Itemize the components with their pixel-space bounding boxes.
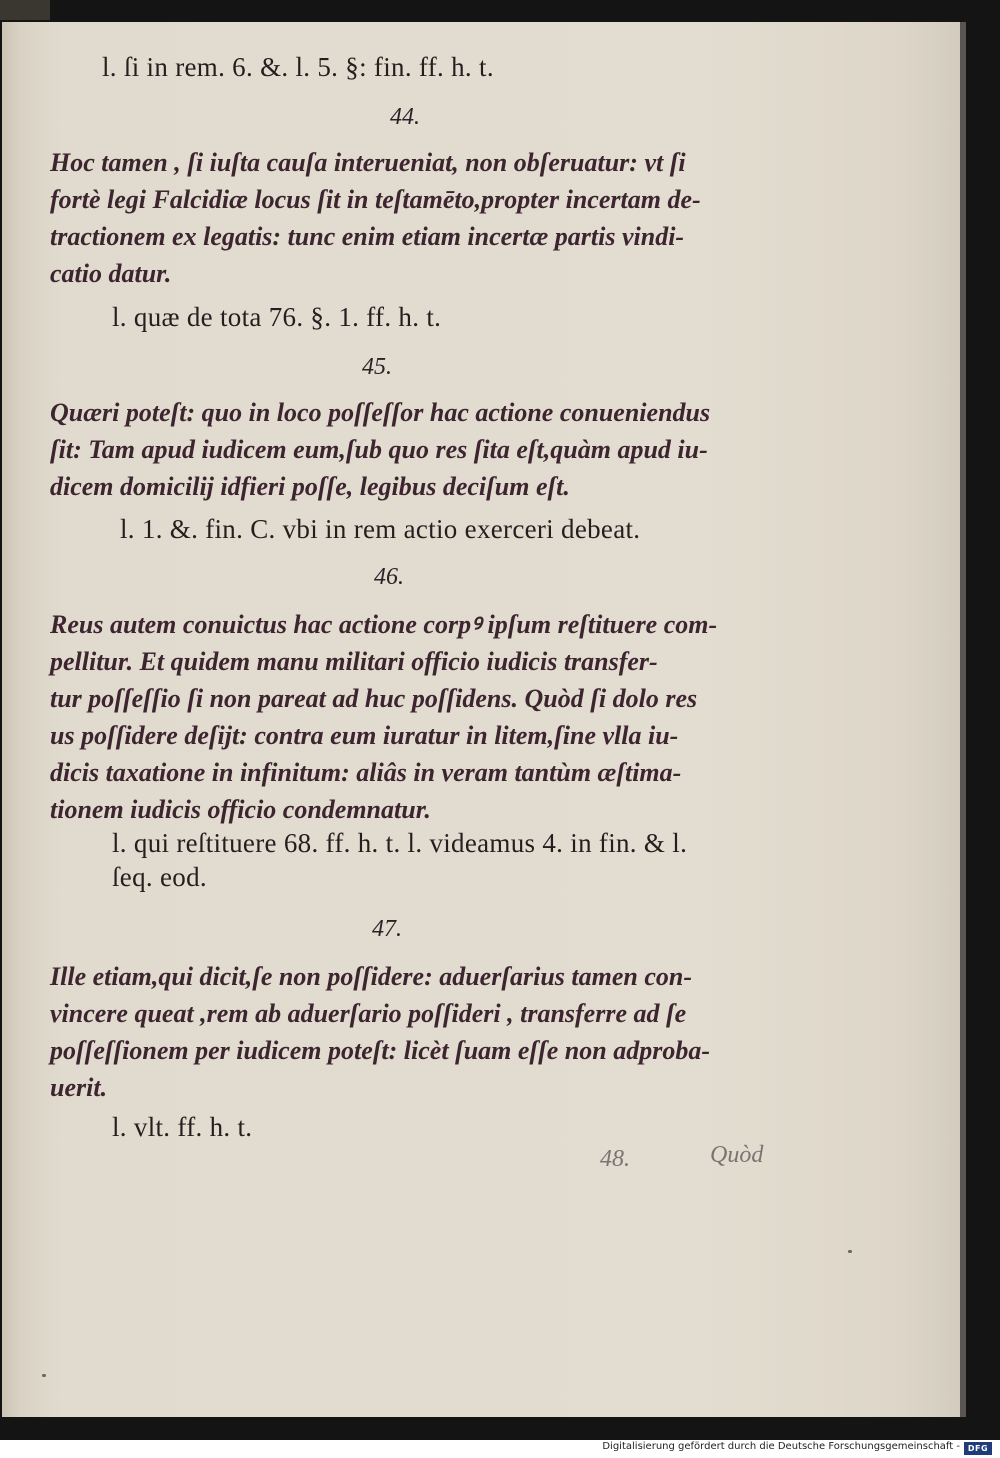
catchword: Quòd (710, 1142, 764, 1168)
section-45-citation: l. 1. &. fin. C. vbi in rem actio exerceri debeat. (120, 514, 641, 544)
page-edge-shadow (960, 22, 966, 1417)
text-line: Ille etiam,qui dicit,ſe non poſſidere: aduerſarius tamen con- (50, 962, 693, 991)
section-45-text (50, 394, 790, 505)
section-number-47: 47. (372, 916, 402, 942)
text-line: fortè legi Falcidiæ locus ſit in teſtamēto,propter incertam de- (50, 185, 701, 214)
section-46-citation-line-2: ſeq. eod. (112, 862, 207, 892)
catchword-number: 48. (600, 1146, 630, 1172)
scan-corner (0, 0, 50, 20)
section-47-citation: l. vlt. ff. h. t. (112, 1112, 253, 1142)
text-line: dicis taxatione in infinitum: aliâs in veram tantùm æſtima- (50, 758, 682, 787)
paper-speck (42, 1374, 46, 1377)
text-line: ſit: Tam apud iudicem eum,ſub quo res ſita eſt,quàm apud iu- (50, 435, 708, 464)
text-line: uerit. (50, 1073, 108, 1102)
text-line: Quæri poteſt: quo in loco poſſeſſor hac actione conueniendus (50, 398, 711, 427)
footer-bar (0, 1440, 1000, 1458)
text-line: dicem domicilij idfieri poſſe, legibus deciſum eſt. (50, 472, 570, 501)
section-44-citation: l. quæ de tota 76. §. 1. ff. h. t. (112, 302, 442, 332)
section-44-text (50, 144, 790, 292)
text-line: tractionem ex legatis: tunc enim etiam incertæ partis vindi- (50, 222, 685, 251)
text-line: Reus autem conuictus hac actione corpꝰ ipſum reſtituere com- (50, 610, 718, 639)
section-46-text (50, 606, 790, 828)
top-citation: l. ſi in rem. 6. &. l. 5. §: fin. ff. h. t. (102, 52, 494, 82)
text-line: poſſeſſionem per iudicem poteſt: licèt ſuam eſſe non adproba- (50, 1036, 710, 1065)
text-line: us poſſidere deſijt: contra eum iuratur in litem,ſine vlla iu- (50, 721, 679, 750)
text-line: tur poſſeſſio ſi non pareat ad huc poſſidens. Quòd ſi dolo res (50, 684, 698, 713)
text-line: vincere queat ,rem ab aduerſario poſſideri , transferre ad ſe (50, 999, 687, 1028)
text-line: tionem iudicis officio condemnatur. (50, 795, 431, 824)
section-46-citation-line-1: l. qui reſtituere 68. ff. h. t. l. videamus 4. in fin. & l. (112, 828, 688, 858)
section-47-text (50, 958, 790, 1106)
text-line: Hoc tamen , ſi iuſta cauſa interueniat, non obſeruatur: vt ſi (50, 148, 686, 177)
section-number-45: 45. (362, 354, 392, 380)
book-page (2, 22, 960, 1417)
section-number-44: 44. (390, 104, 420, 130)
text-line: pellitur. Et quidem manu militari officio iudicis transfer- (50, 647, 658, 676)
text-line: catio datur. (50, 259, 172, 288)
paper-speck (848, 1250, 852, 1253)
section-number-46: 46. (374, 564, 404, 590)
dfg-logo: DFG (964, 1442, 992, 1455)
funding-notice: Digitalisierung gefördert durch die Deutsche Forschungsgemeinschaft - (602, 1441, 960, 1452)
